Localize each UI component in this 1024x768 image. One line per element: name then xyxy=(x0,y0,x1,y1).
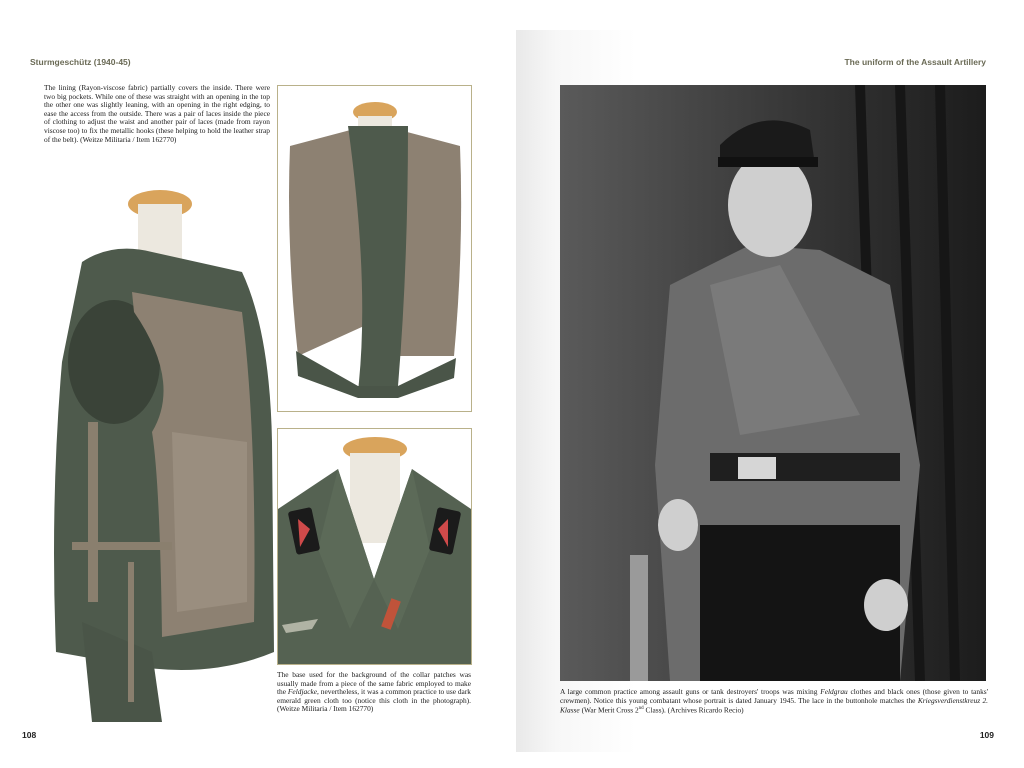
photo-vest-lining-frame xyxy=(277,85,472,412)
caption-portrait-italic-feldgrau: Feldgrau xyxy=(820,687,848,696)
caption-portrait-part-4: Class). (Archives Ricardo Recio) xyxy=(643,705,744,715)
caption-lining: The lining (Rayon-viscose fabric) partially covers the inside. There were two big pockets. While one of these was straight with an opening in the top the other one was slightly leaning, with an opening in the right edging, to ease the access from the outside. There was a pair of laces inside the piece of clothing to adjust the waist and another pair of laces (made from rayon viscose too) to fix the metallic hooks (these helping to hold the leather strap of the belt). (Weitze Militaria / Item 162770) xyxy=(44,83,270,144)
folio-right: 109 xyxy=(979,730,994,740)
vest-illustration xyxy=(278,86,471,411)
caption-portrait-italic-kvk: Kriegsverdienstkreuz 2. Klasse xyxy=(560,695,989,715)
caption-collar-italic-term: Feldjacke xyxy=(287,687,318,697)
caption-collar-part-1: The base used for the background of the collar patches was usually made from a piece of the same fabric employed to make the xyxy=(277,670,471,697)
caption-portrait-part-1: A large common practice among assault guns or tank destroyers' troops was mixing xyxy=(560,687,821,696)
caption-collar-patches xyxy=(277,671,471,714)
caption-soldier-portrait xyxy=(560,688,988,715)
running-head-left: Sturmgeschütz (1940-45) xyxy=(30,57,131,67)
soldier-portrait-illustration xyxy=(560,85,986,681)
photo-collar-frame xyxy=(277,428,472,665)
folio-left: 108 xyxy=(22,730,37,740)
caption-portrait-part-2: clothes and black ones (those given to tanks' crewmen). Notice this young combatant whose portrait is dated January 1945. The lace in the buttonhole matches the xyxy=(560,687,988,705)
photo-tunic-lining xyxy=(42,182,278,722)
right-page xyxy=(516,30,1010,752)
caption-portrait-part-3: (War Merit Cross 2 xyxy=(579,705,639,715)
caption-collar-part-2: , nevertheless, it was a common practice to use dark emerald green cloth too (notice this cloth in the photograph). (Weitze Militaria / Item 162770) xyxy=(277,687,471,714)
running-head-right: The uniform of the Assault Artillery xyxy=(844,57,986,67)
caption-portrait-superscript: nd xyxy=(638,706,644,712)
left-page xyxy=(14,30,514,752)
photo-soldier-portrait xyxy=(560,85,986,681)
tunic-lining-illustration xyxy=(42,182,278,722)
collar-illustration xyxy=(278,429,471,664)
